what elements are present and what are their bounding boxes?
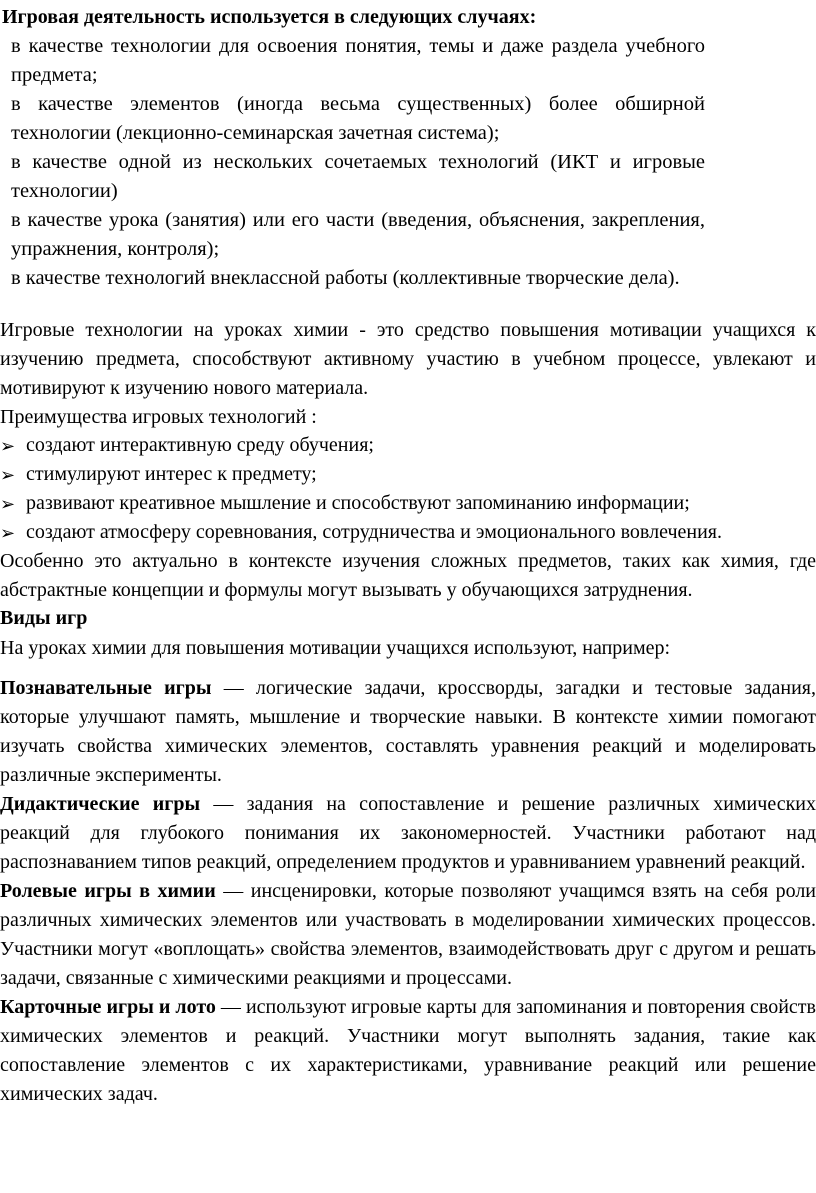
game-type-description: — используют игровые карты для запоминания и повторения свойств химических элементов и реакций. Участники могут выполнять задания, такие как сопоставление элементов с их характеристиками, уравнивание реакций или решение химических задач. — [0, 996, 816, 1105]
game-types-intro: На уроках химии для повышения мотивации учащихся используют, например: — [0, 637, 671, 659]
game-type-item — [0, 790, 816, 877]
usage-case-item: в качестве урока (занятия) или его части (введения, объяснения, закрепления, упражнения, контроля); — [11, 209, 705, 260]
advantage-text: создают атмосферу соревнования, сотрудничества и эмоционального вовлечения. — [26, 521, 722, 543]
arrow-bullet-icon: ➢ — [0, 494, 16, 515]
advantage-text: создают интерактивную среду обучения; — [26, 434, 374, 456]
game-type-item — [0, 674, 816, 790]
game-type-name: Дидактические игры — [0, 793, 201, 815]
game-type-name: Карточные игры и лото — [0, 996, 216, 1018]
advantage-text: стимулируют интерес к предмету; — [26, 463, 317, 485]
game-type-description: — логические задачи, кроссворды, загадки и тестовые задания, которые улучшают память, мышление и творческие навыки. В контексте химии помогают изучать свойства химических элементов, составлять уравнения реакций и моделировать различные эксперименты. — [0, 677, 816, 786]
paragraph-complex-subjects: Особенно это актуально в контексте изучения сложных предметов, таких как химия, где абстрактные концепции и формулы могут вызывать у обучающихся затруднения. — [0, 550, 816, 601]
usage-case-item: в качестве технологий внеклассной работы (коллективные творческие дела). — [11, 267, 680, 289]
advantage-text: развивают креативное мышление и способствуют запоминанию информации; — [26, 492, 690, 514]
usage-case-item: в качестве технологии для освоения понятия, темы и даже раздела учебного предмета; — [11, 35, 705, 86]
section-heading: Игровая деятельность используется в следующих случаях: — [2, 6, 537, 28]
advantage-item — [0, 518, 816, 547]
usage-case-item: в качестве одной из нескольких сочетаемых технологий (ИКТ и игровые технологии) — [11, 151, 705, 202]
arrow-bullet-icon: ➢ — [0, 465, 16, 486]
advantages-title: Преимущества игровых технологий : — [0, 406, 317, 428]
game-type-name: Познавательные игры — [0, 677, 212, 699]
game-type-item — [0, 877, 816, 993]
advantages-list — [0, 431, 816, 547]
game-type-description: — инсценировки, которые позволяют учащимся взять на себя роли различных химических элементов или участвовать в моделировании химических процессов. Участники могут «воплощать» свойства элементов, взаимодействовать друг с другом и решать задачи, связанные с химическими реакциями и процессами. — [0, 880, 816, 989]
arrow-bullet-icon: ➢ — [0, 523, 16, 544]
paragraph-game-technologies: Игровые технологии на уроках химии - это средство повышения мотивации учащихся к изучению предмета, способствуют активному участию в учебном процессе, увлекают и мотивируют к изучению нового материала. — [0, 319, 816, 399]
advantage-item — [0, 460, 816, 489]
usage-cases-list — [11, 32, 705, 293]
game-type-item — [0, 993, 816, 1109]
game-type-description: — задания на сопоставление и решение различных химических реакций для глубокого понимания их закономерностей. Участники работают над распознаванием типов реакций, определением продуктов и уравниванием уравнений реакций. — [0, 793, 816, 873]
game-type-name: Ролевые игры в химии — [0, 880, 216, 902]
game-types-title: Виды игр — [0, 607, 88, 629]
arrow-bullet-icon: ➢ — [0, 436, 16, 457]
game-types-list — [0, 674, 816, 1109]
advantage-item — [0, 431, 816, 460]
advantage-item — [0, 489, 816, 518]
usage-case-item: в качестве элементов (иногда весьма существенных) более обширной технологии (лекционно-семинарская зачетная система); — [11, 93, 705, 144]
